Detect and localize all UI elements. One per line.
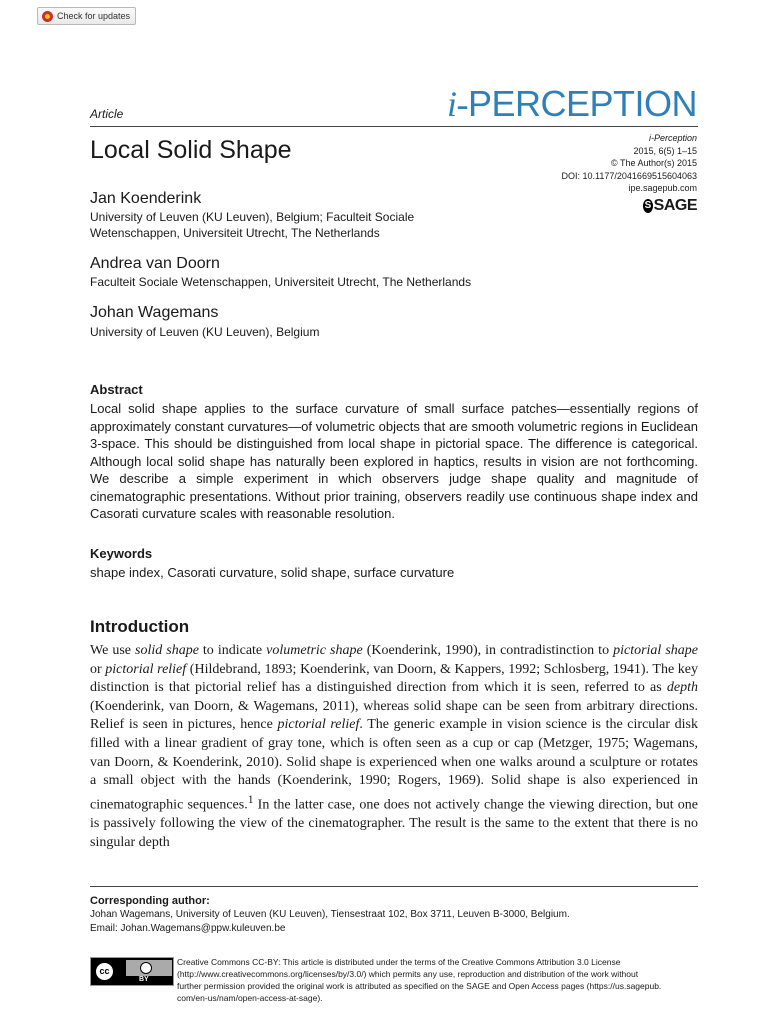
journal-site[interactable]: ipe.sagepub.com [628, 183, 697, 193]
article-type-label: Article [90, 107, 124, 121]
intro-text-segment: (Hildebrand, 1893; Koenderink, van Doorn, & Kappers, 1992; Schlosberg, 1941). The key distinction is that pictorial relief has a distinguished direction from which it is seen, referred to as [90, 661, 699, 696]
author-name: Jan Koenderink [90, 190, 202, 207]
intro-text-segment: volumetric shape [266, 643, 363, 658]
corresponding-address: Johan Wagemans, University of Leuven (KU Leuven), Tiensestraat 102, Box 3711, Leuven B-3000, Belgium. [90, 909, 570, 920]
intro-text-segment: In the latter case, one does not actively change the viewing direction, but one is passively following the view of the cinematographer. The result is the same to the extent that there is no singular depth [90, 797, 699, 850]
intro-text-segment: (Koenderink, 1990), in contradistinction to [362, 643, 614, 658]
sage-logo [643, 197, 697, 215]
affiliation-line: Faculteit Sociale Wetenschappen, Universiteit Utrecht, The Netherlands [90, 275, 472, 289]
check-for-updates-label: Check for updates [57, 11, 131, 21]
affiliation-line: Wetenschappen, Universiteit Utrecht, The Netherlands [90, 226, 380, 240]
corresponding-author-info [90, 908, 570, 936]
license-text [177, 956, 698, 1004]
author-affiliation [90, 324, 319, 340]
keywords-text: shape index, Casorati curvature, solid shape, surface curvature [90, 565, 455, 580]
intro-text-segment: or [90, 661, 106, 677]
license-line: further permission provided the original work is attributed as specified on the SAGE and Open Access pages (https://us.sagepub. [177, 981, 662, 991]
intro-text-segment: pictorial relief [105, 661, 187, 677]
cc-by-license-icon[interactable] [90, 957, 174, 986]
keywords-heading: Keywords [90, 546, 153, 561]
license-line: Creative Commons CC-BY: This article is distributed under the terms of the Creative Commons Attribution 3.0 License [177, 957, 621, 967]
corresponding-email[interactable]: Email: Johan.Wagemans@ppw.kuleuven.be [90, 923, 286, 934]
corresponding-author-label: Corresponding author: [90, 895, 210, 907]
journal-logo-prefix: i- [446, 84, 468, 124]
footer-divider [90, 886, 698, 887]
intro-text-segment: pictorial relief [277, 717, 360, 733]
intro-text-segment: . The generic example in vision science is the circular disk filled with a linear gradient of gray tone, which is often seen as a cup or cap (Metzger, 1975; Wagemans, van Doorn, & Koenderink, 2010). Solid shape is experienced when one walks around a sculpture or rotates a small object with the hands (Koenderink, 1990; Rogers, 1969). Solid shape is also experienced in cinematographic sequences. [90, 717, 698, 813]
page-title: Local Solid Shape [90, 136, 292, 164]
cc-icon: cc [94, 961, 115, 982]
introduction-heading: Introduction [90, 617, 190, 636]
sage-logo-text: SAGE [653, 197, 697, 214]
affiliation-line: University of Leuven (KU Leuven), Belgium; Faculteit Sociale [90, 210, 415, 224]
intro-text-segment: (Koenderink, van Doorn, & Wagemans, 2011), whereas solid shape can be seen from arbitrary directions. Relief is seen in pictures, hence [90, 698, 698, 733]
doi[interactable]: DOI: 10.1177/2041669515604063 [561, 170, 697, 181]
publication-meta [562, 132, 697, 195]
journal-name: i-Perception [648, 133, 697, 143]
license-line: (http://www.creativecommons.org/licenses/by/3.0/) which permits any use, reproduction and distribution of the work without [177, 969, 639, 979]
affiliation-line: University of Leuven (KU Leuven), Belgium [90, 325, 320, 339]
license-line: com/en-us/nam/open-access-at-sage). [177, 993, 323, 1003]
abstract-text: Local solid shape applies to the surface curvature of small surface patches—essentially regions of approximately constant curvatures—of volumetric objects that are smooth volumetric regions in Euclidean 3-space. This should be distinguished from local shape in pictorial space. The difference is categorical. Although local solid shape has naturally been explored in haptics, results in vision are not forthcoming. We describe a simple experiment in which observers judge shape quality and magnitude of cinematographic presentations. Without prior training, observers readily use continuous shape index and Casorati curvature scales with reasonable resolution. [90, 401, 698, 521]
footnote-marker[interactable]: 1 [247, 792, 254, 806]
journal-logo [447, 83, 697, 125]
intro-text-segment: We use [90, 643, 135, 658]
sage-icon: S [644, 200, 651, 211]
introduction-body [90, 642, 698, 852]
abstract-heading: Abstract [90, 382, 143, 397]
check-for-updates-button[interactable] [37, 7, 136, 25]
author-affiliation [90, 274, 471, 290]
author-name: Johan Wagemans [90, 304, 219, 321]
header-divider [90, 126, 698, 127]
intro-text-segment: depth [666, 680, 698, 696]
by-label: BY [139, 976, 149, 983]
volume-info: 2015, 6(5) 1–15 [633, 145, 697, 156]
intro-text-segment: solid shape [135, 643, 199, 658]
author-name: Andrea van Doorn [90, 255, 220, 272]
intro-text-segment: to indicate [198, 643, 267, 658]
intro-text-segment: pictorial shape [613, 643, 698, 658]
journal-logo-main: PERCEPTION [467, 83, 697, 124]
attribution-icon [140, 962, 152, 974]
crossmark-icon [42, 11, 53, 22]
copyright: © The Author(s) 2015 [610, 158, 697, 168]
author-affiliation [90, 209, 414, 241]
